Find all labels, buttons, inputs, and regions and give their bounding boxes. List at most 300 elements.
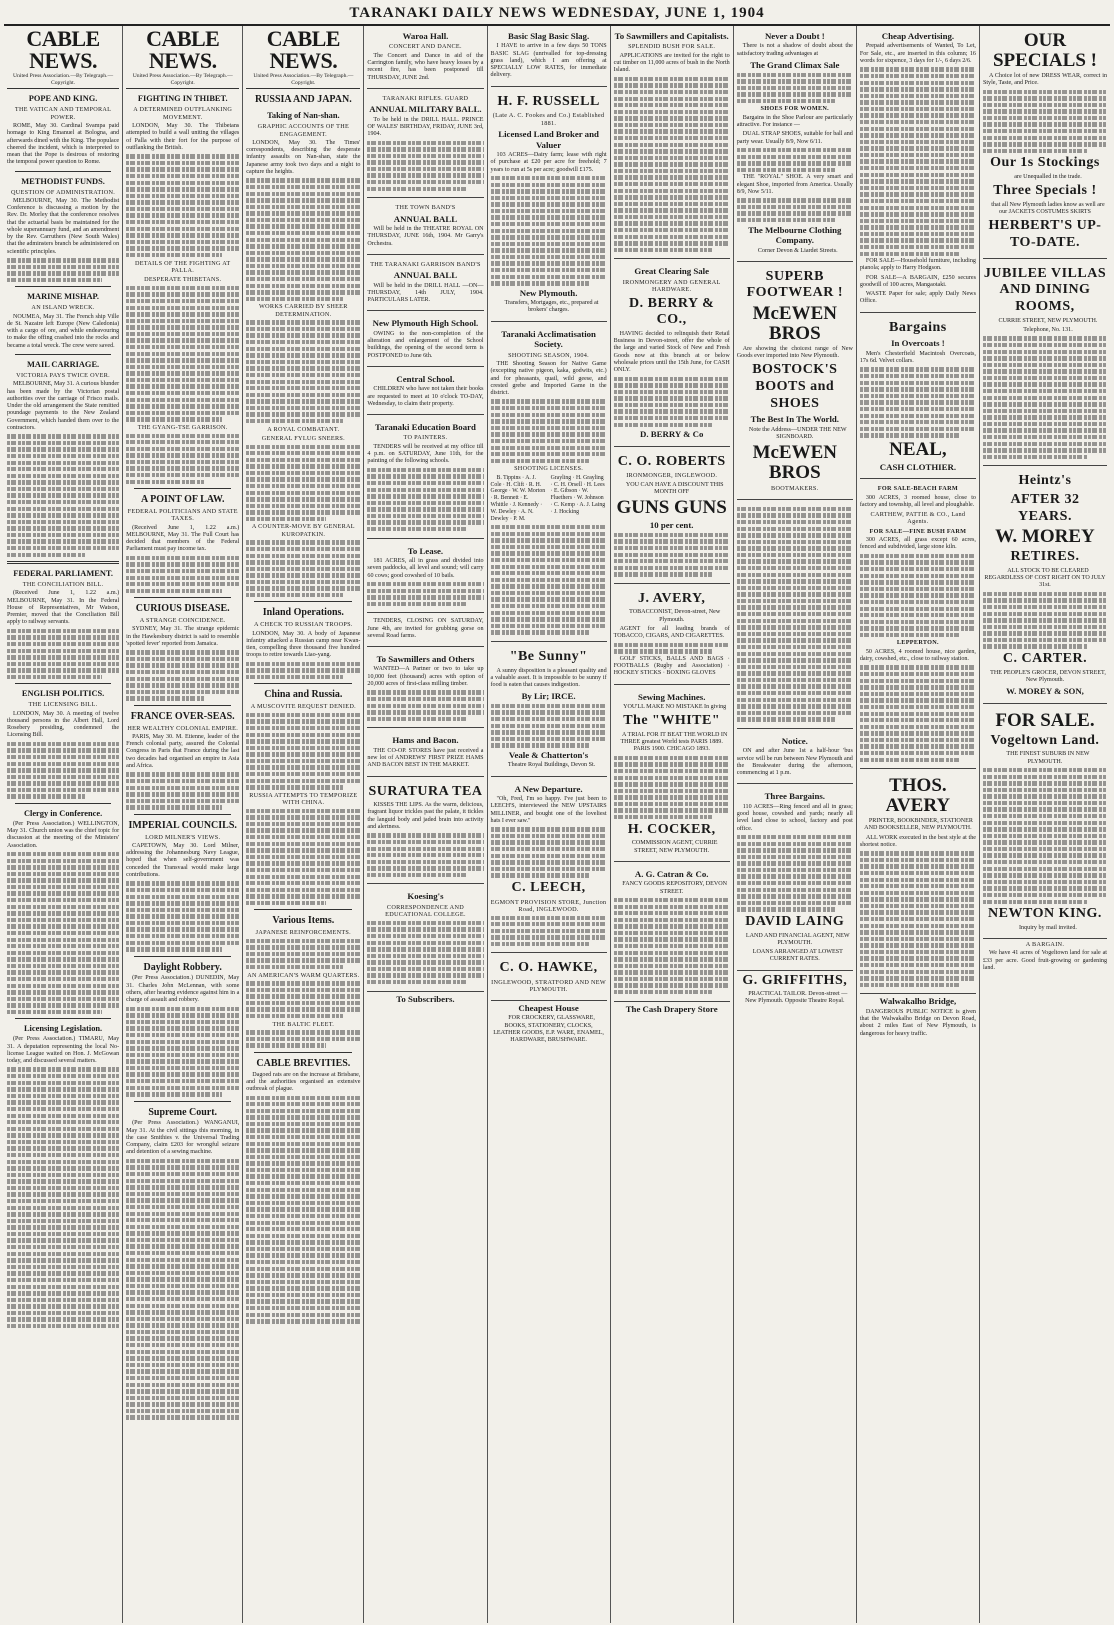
ad-text: that all New Plymouth ladies know as well are our JACKETS COSTUMES SKIRTS [991,201,1105,216]
subheading: VICTORIA PAYS TWICE OVER. [16,371,110,379]
ad-text: Will be held in the THEATRE ROYAL ON THURSDAY, JUNE 16th, 1904. Mr Garry's Orchestra. [367,226,484,247]
text-filler [126,1159,239,1420]
divider [15,1018,111,1019]
subheading: THE BALTIC FLEET. [272,1020,335,1028]
ad-title: Three Specials ! [993,183,1097,199]
heading: ENGLISH POLITICS. [21,689,105,699]
divider [254,683,352,684]
article-text: (Received June 1, 1.22 a.m.) MELBOURNE, May 31. The Full Court has decided that members of the Federal Parliament must pay income tax. [126,524,240,553]
ad-title: "Be Sunny" [509,648,588,664]
divider [15,354,111,355]
ad-overcoats [860,315,976,480]
article-text: LONDON, May 30. The Thibetans attempted to build a wall uniting the villages of Palla with their fort for the purpose of outflanking the British. [126,123,240,151]
column-title: CABLE NEWS. [146,26,220,73]
subheading: THE GYANG-TSE GARRISON. [137,423,228,431]
text-filler [126,286,239,422]
ad-title: AFTER 32 YEARS. [1010,492,1080,524]
text-filler [860,367,976,437]
ad-text: FOR SALE—Household furniture, including pianola; apply to Harry Hodgson. [859,258,976,272]
ad-text: FANCY GOODS REPOSITORY, DEVON STREET. [622,881,728,895]
heading: MARINE MISHAP. [27,292,99,302]
ad-subtitle: EGMONT PROVISION STORE, Junction Road, INGLEWOOD. [490,898,607,913]
text-filler [367,833,483,877]
column-9 [980,26,1110,1623]
text-filler [491,176,607,286]
columns [4,26,1110,1623]
ad-text: To be held in the DRILL HALL. PRINCE OF WALES' BIRTHDAY, FRIDAY, JUNE 3rd, 1904. [367,116,484,138]
ad-subtitle: CONCERT AND DANCE. [389,43,462,51]
text-filler [126,434,239,484]
ad-subtitle: TO PAINTERS. [403,434,448,442]
heading: Supreme Court. [148,1106,218,1118]
ad-text: THE FINEST SUBURB IN NEW PLYMOUTH. [1006,751,1090,765]
ad-text: Inquiry by mail invited. [1019,924,1077,931]
divider [134,814,231,815]
column-7 [734,26,857,1623]
ad-text: Theatre Royal Buildings, Devon St. [507,762,596,769]
ad-text: Are showing the choicest range of New Goods ever imported into New Plymouth. [736,345,853,360]
ad-title: To Subscribers. [396,993,455,1004]
column-1 [4,26,123,1623]
text-filler [983,768,1107,904]
ad-title: The Grand Climax Sale [750,59,840,70]
heading: China and Russia. [264,689,343,701]
text-filler [860,67,976,256]
ad-subtitle: SHOOTING SEASON, 1904. [508,351,589,359]
ad-subtitle: (Late A. C. Fookes and Co.) Established 1881. [492,112,605,127]
subheading: THE LICENSING BILL. [28,701,98,709]
article-text: LONDON, May 30. A meeting of twelve thousand persons in the Albert Hall, Lord Rosebery presiding, condemned the Licensing Bill. [7,710,120,739]
heading: Taking of Nan-shan. [267,111,340,121]
ad-title: Veale & Chatterton's [508,749,589,760]
ad-education-board [367,417,483,539]
heading: CURIOUS DISEASE. [135,603,230,615]
text-filler [491,827,607,877]
heading: FRANCE OVER-SEAS. [130,710,235,722]
article-text: LONDON, May 30. A body of Japanese infantry attacked a Russian camp near Kwan-tien, compelling three thousand five hundred troops to retire towards Liao-yang. [246,630,361,659]
ad-acclimatisation [491,324,607,642]
ad-title: Hams and Bacon. [392,735,459,746]
ad-text: Prepaid advertisements of Wanted, To Let, For Sale, etc., are inserted in this column; 16 words for sixpence, 3 days for 1/-, 6 days 2/6. [859,43,976,64]
ad-basic-slag [491,26,607,87]
text-filler [246,1030,360,1048]
ad-subtitle: FOR SALE-BEACH FARM [877,485,958,493]
text-filler [246,939,360,970]
ad-to-lease [367,541,483,614]
ad-title: H. COCKER, [627,821,716,837]
heading: MAIL CARRIAGE. [27,359,100,369]
ad-subtitle: A BARGAIN. [1025,941,1065,948]
ad-text: THE Shooting Season for Native Game (excepting native pigeon, kaka, godwits, etc.) and for pheasants, quail, wild geese, and crested grebe and Imported Game in the district. [490,361,607,397]
ad-title: By Lir; IRCE. [521,691,576,702]
heading: RUSSIA AND JAPAN. [254,94,352,106]
ad-title: D. BERRY & Co [639,429,704,440]
divider [15,803,111,804]
ad-title: W. MOREY [995,526,1095,548]
divider [134,597,231,598]
ad-text: Telephone, No. 131. [1023,326,1073,333]
heading: Licensing Legislation. [23,1024,103,1034]
subheading: GENERAL FYLUG SNEERS. [261,434,345,442]
ad-sawmillers [367,649,483,728]
article-text: ROME, May 30. Cardinal Svampa paid homage to King Emanuel at Bologna, and afterwards dined with the King. The populace cheered the incident, which is interpreted to mean that the Pope is desirous of restoring the temporal power question to Rome. [7,123,120,166]
ad-title: Heintz's [1018,473,1072,489]
text-filler [983,592,1107,649]
article-text: (Per Press Association.) WELLINGTON, May 31. Church union was the chief topic for discussion at the meeting of the Ministers' Association. [7,820,120,849]
ad-title: J. AVERY, [637,590,706,606]
ad-title: The Cash Drapery Store [625,1003,718,1014]
ad-military-ball [367,91,483,198]
ad-subtitle: IRONMONGER, INGLEWOOD. [626,472,718,480]
divider [134,956,231,957]
text-filler [491,399,607,463]
ad-title: GUNS GUNS [616,497,727,519]
divider [134,705,231,706]
ad-title: Vogeltown Land. [990,732,1100,748]
ad-text: The Concert and Dance in aid of the Carrington family, who have heavy losses by a recent fire, has been postponed till THURSDAY, JUNE 2nd. [367,52,484,81]
column-2 [123,26,243,1623]
ad-text: 110 ACRES—Ring fenced and all in grass; good house, cowshed and yards; nearly all level land close to school, factory and post office. [736,803,853,832]
ad-title: C. O. HAWKE, [499,960,598,976]
ad-new-departure [491,779,607,954]
article-text: LONDON, May 30. The Times' correspondents, describing the desperate infantry assaults on Nan-shan, state the Japanese army took two days and a night to capture the heights. [246,139,361,175]
text-filler [246,662,360,680]
ad-text: COMMISSION AGENT, CURRIE STREET, NEW PLYMOUTH. [631,840,718,854]
ad-text: TOBACCONIST, Devon-street, New Plymouth. [629,609,721,623]
ad-hams-bacon [367,730,483,776]
ad-text: There is not a shadow of doubt about the satisfactory trading advantages at [736,43,853,57]
ad-text: We have 41 acres of Vogeltown land for sale at £33 per acre. Good fruit-growing or gardening land. [982,950,1107,971]
ad-subtitle: IRONMONGERY AND GENERAL HARDWARE. [622,278,721,294]
text-filler [737,507,853,722]
ad-text: CURRIE STREET, NEW PLYMOUTH. [998,317,1098,324]
text-filler [246,320,360,423]
ad-title: DAVID LAING [745,913,845,929]
text-filler [7,742,119,799]
text-filler [491,704,607,748]
text-filler [126,881,239,951]
ad-text: LAND AND FINANCIAL AGENT, NEW PLYMOUTH. [745,932,850,946]
masthead: TARANAKI DAILY NEWS WEDNESDAY, JUNE 1, 1904 [4,2,1110,26]
text-filler [614,533,730,577]
article-text: MELBOURNE, May 30. The Methodist Conference is discussing a motion by the Rev. Dr. Morley that the conference resolves that the actuarial basis be maintained for the whole superannuary fund, and an amendment by the Rev. Carruthers (New South Wales) that the adminsters branch be administered on scientific principles. [7,197,120,255]
text-filler [7,434,119,557]
ad-waroa-hall [367,26,483,89]
ad-text: YOU CAN HAVE A DISCOUNT THIS MONTH OFF [625,481,724,495]
ad-suratura-tea [367,779,483,885]
ad-subtitle: FOR SALE—FINE BUSH FARM [869,527,967,535]
article-text: (Per Press Association.) WANGANUI, May 31. At the civil sittings this morning, in the case Smithies v. the Universal Trading Company, claim £203 for wrongful seizure and detention of a sewing machine. [126,1120,240,1156]
divider [15,683,111,684]
ad-text: GOLF STICKS, BALLS AND BAGS · FOOTBALLS (Rugby and Association) · HOCKEY STICKS · BOXING GLOVES [613,655,730,677]
ad-title: To Sawmillers and Capitalists. [614,31,729,41]
ad-farms [737,502,853,729]
text-filler [614,756,730,820]
ad-title: Taranaki Acclimatisation Society. [501,328,596,350]
license-list: B. Tippins · A. J. Cole · H. Clift · R. H. George · W. W. Morton · R. Bennett · E. Whittle · J. Kennedy · W. Dewley · A. N. Dewley · P. M. Grayling · H. Grayling · C. H. Orsell · H. Lees · E. Gibson · W. Fluethers · W. Johnson · C. Kemp · A. J. Laing · J. Hocking [490,474,606,522]
ad-text: 181 ACRES, all in grass and divided into seven paddocks, all level and sound; will carry 60 cows; good cowshed of 10 bails. [367,558,484,579]
text-filler [367,141,483,191]
ad-hf-russell [491,89,607,322]
article-text: MELBOURNE, May 31. A curious blunder has been made by the Victorian postal authorities over the carriage of Frisco mails. Under the old arrangement the State remitted poundage payments to the New Zealand Government, which handed them over to the contractors. [7,381,120,431]
ad-title: JUBILEE VILLAS AND DINING ROOMS, [983,265,1107,315]
credit-line: United Press Association.—By Telegraph.—Copyright. [126,73,239,89]
ad-subtitle: LEPPERTON. [896,639,939,647]
text-filler [246,809,360,905]
ad-subtitle: SHOES FOR WOMEN. [760,105,830,113]
text-filler [7,852,119,1014]
subheading: A DETERMINED OUTFLANKING MOVEMENT. [133,106,233,121]
article-text: Dagoed rats are on the increase at Brisbane, and the authorities organised an extensive outbreak of plague. [246,1071,361,1093]
text-filler [737,73,853,104]
ad-title: C. LEECH, [511,879,586,895]
text-filler [246,540,360,597]
ad-text: Transfers, Mortgages, etc., prepared at brokers' charges. [504,300,599,314]
ad-title: Basic Slag Basic Slag. [508,31,590,41]
ad-text: PRACTICAL TAILOR. Devon-street — New Plymouth. Opposite Theatre Royal. [745,991,848,1005]
article-text: NOUMEA, May 31. The French ship Ville de St. Nazaire left Europe (New Caledonia) with a cargo of ore, and while endeavouring to make the offing crashed into the rocks and became a total wreck. The crew were saved. [7,313,120,349]
text-filler [367,468,483,532]
ad-title: Our 1s Stockings [990,155,1100,171]
text-filler [126,154,239,257]
subheading: DESPERATE THIBETANS. [144,276,222,284]
ad-title: ANNUAL BALL [393,213,458,224]
divider [134,488,231,489]
ad-mcewen-bros [737,264,853,500]
ad-subtitle: SHOOTING LICENSES. [514,465,584,473]
column-3 [243,26,364,1623]
article-text: (Received June 1, 1.22 a.m.) MELBOURNE, May 31. In the Federal House of Representatives, Mr Watson, Premier, moved that the Conciliation Bill apply to railway servants. [7,590,120,626]
ad-title: Great Clearing Sale [634,266,709,277]
ad-text: FOR SALE—A BARGAIN, £250 secures goodwill of 100 acres, Mangaotaki. [859,274,976,288]
ad-text: Will be held in the DRILL HALL —ON— THURSDAY, 14th JULY, 1904. PARTICULARS LATER. [367,282,484,304]
ad-title: To Lease. [407,545,444,556]
ad-never-a-doubt [737,26,853,262]
ad-text: FOR CROCKERY, GLASSWARE, BOOKS, STATIONERY, CLOCKS, LEATHER GOODS, E.P. WARE, ENAMEL, HARDWARE, BRUSHWARE. [493,1015,604,1044]
ad-title: New Plymouth High School. [372,318,479,329]
ad-carthew-farms [860,481,976,769]
ad-text: 103 ACRES—Dairy farm; lease with right of purchase at £20 per acre for freehold; 7 years to run at 5s per acre; goodwill £175. [490,152,607,173]
text-filler [983,336,1107,459]
ad-title: FOR SALE. [995,709,1095,731]
subheading: LORD MILNER'S VIEWS. [145,833,221,841]
ad-text: TENDERS will be received at my office till 4 p.m. on SATURDAY, June 11th, for the painting of the following schools. [367,443,484,465]
ad-thos-avery [860,771,976,994]
subheading: JAPANESE REINFORCEMENTS. [255,929,352,937]
ad-jubilee-villas [983,261,1107,467]
ad-title: New Plymouth. [519,287,578,298]
text-filler [246,1096,360,1324]
ad-subtitle: THE TARANAKI GARRISON BAND'S [370,260,481,268]
text-filler [983,90,1107,154]
ad-title: C. O. ROBERTS [617,453,726,469]
heading: METHODIST FUNDS. [21,176,105,186]
text-filler [246,981,360,1018]
column-8 [857,26,980,1623]
heading: FIGHTING IN THIBET. [137,94,228,104]
ad-title: ANNUAL MILITARY BALL. [369,104,482,115]
text-filler [614,643,730,654]
divider [254,909,352,910]
ad-text: YOU'LL MAKE NO MISTAKE In giving [623,704,727,711]
ad-text: 300 ACRES, all grass except 60 acres, fenced and subdivided, large stone kiln. [859,537,976,551]
ad-title: Three Bargains. [764,791,826,802]
ad-text: OWING to the non-completion of the alteration and enlargement of the School buildings, the opening of the second term is POSTPONED to June 6th. [367,330,484,359]
text-filler [367,582,483,606]
ad-be-sunny [491,644,607,777]
ad-cheap-advertising [860,26,976,313]
ad-text: TENDERS, CLOSING ON SATURDAY, June 4th, are invited for grubbing gorse on several Road farms. [367,618,484,639]
ad-text: WASTE Paper for sale; apply Daily News Office. [859,291,976,305]
subheading: GRAPHIC ACCOUNTS OF THE ENGAGEMENT. [257,123,350,138]
credit-line: United Press Association.—By Telegraph.—Copyright. [246,73,360,89]
text-filler [246,445,360,522]
ad-title: Taranaki Education Board [375,422,476,433]
ad-title: NEAL, [889,438,947,460]
ad-subtitle: CARTHEW, PATTIE & CO., Land Agents. [870,511,966,526]
ad-sawmillers-capitalists [614,26,730,259]
text-filler [614,77,730,252]
ad-text: LOANS ARRANGED AT LOWEST CURRENT RATES. [752,949,843,963]
ad-subtitle: TARANAKI RIFLES. GUARD [382,94,469,102]
heading: IMPERIAL COUNCILS. [128,819,237,831]
column-title: CABLE NEWS. [26,26,100,73]
subheading: A CHECK TO RUSSIAN TROOPS. [253,621,353,629]
heading: Daylight Robbery. [143,961,222,973]
ad-co-hawke [491,955,607,1000]
article-text: CAPETOWN, May 30. Lord Milner, addressing the Johannesburg Navy League, hoped that when self-government was conceded the Transvaal would make large contributions. [126,842,240,878]
text-filler [126,650,239,700]
ad-text: WANTED—A Partner or two to take up 10,000 feet (thousand) acres with option of 20,000 acres of first-class milling timber. [367,666,484,687]
text-filler [860,851,976,987]
ad-title: CASH CLOTHIER. [879,461,957,472]
subheading: THE VATICAN AND TEMPORAL POWER. [14,106,112,121]
heading: Clergy in Conference. [23,808,103,818]
ad-text: HAVING decided to relinquish their Retail Business in Devon-street, offer the whole of the large and varied Stock of New and Fresh Goods now at this branch at or below wholesale prices until the 15th June, for CASH ONLY. [613,330,730,374]
ad-clearing-sale [614,261,730,446]
text-filler [860,554,976,637]
ad-title: THOS. AVERY [885,775,951,817]
ad-title: SURATURA TEA [368,783,483,799]
ad-text: Men's Chesterfield Macintosh Overcoats, 17s 6d. Velvet collars. [859,350,976,365]
ad-text: Note the Address—UNDER THE NEW SIGNBOARD. [748,426,847,441]
ad-subtitle: THE TOWN BAND'S [395,204,456,212]
heading: CABLE BREVITIES. [256,1057,351,1069]
ad-koesings [367,886,483,991]
ad-central-school [367,369,483,415]
ad-vogeltown [983,706,1107,939]
article-text: (Per Press Association.) TIMARU, May 31. A deputation representing the local No-license League waited on Hon. J. McGowan today, and discussed several matters. [7,1036,120,1065]
ad-text: A Choice lot of new DRESS WEAR, correct in Style, Taste, and Price. [982,72,1107,87]
article-text: SYDNEY, May 31. The strange epidemic in the Hawkesbury district is said to resemble 'spotted fever' reported from Jamaica. [126,626,240,647]
ad-title: Notice. [781,735,808,746]
ad-title: Licensed Land Broker and Valuer [498,129,599,150]
ad-subtitle: BOOTMAKERS. [771,485,819,493]
ad-text: are Unequalled in the trade. [1014,174,1082,180]
ad-title: HERBERT'S UP-TO-DATE. [988,218,1102,251]
ad-our-specials [983,26,1107,259]
text-filler [367,690,483,721]
column-4 [364,26,487,1623]
ad-text: ALL WORK executed in the best style at the shortest notice. [859,834,976,848]
text-filler [614,898,730,994]
ad-text: THE "ROYAL" SHOE. A very smart and elegant Shoe, imported from America. Usually 8/9, Now 5/11. [736,174,853,195]
text-filler [7,1067,119,1328]
divider [7,561,119,564]
text-filler [7,258,119,282]
ad-j-avery [614,586,730,685]
ad-title: Central School. [396,373,455,384]
subheading: A MUSCOVITE REQUEST DENIED. [250,703,356,711]
text-filler [737,198,853,222]
divider [254,1052,352,1053]
ad-sewing-machines [614,687,730,862]
ad-title: Sewing Machines. [637,691,706,702]
heading: POPE AND KING. [28,94,98,104]
subheading: HER WEALTHY COLONIAL EMPIRE. [127,724,239,732]
ad-text: THE CO-OP. STORES have just received a new lot of ANDREWS' FIRST PRIZE HAMS AND BACON BEST IN THE MARKET. [367,747,484,769]
article-text: PARIS, May 30. M. Etienne, leader of the French colonial party, assured the Colonial Congress in Paris that France during the last two decades had organised an empire in Asia and Africa. [126,733,240,769]
subheading: AN ISLAND WRECK. [31,304,95,312]
subheading: A ROYAL COMBATANT. [267,425,340,433]
ad-text: AGENT for all leading brands of TOBACCO, CIGARS, AND CIGARETTES. [613,625,730,640]
ad-title: In Overcoats ! [891,338,945,349]
ad-title: Never a Doubt ! [764,31,825,41]
subheading: A STRANGE COINCIDENCE. [139,616,226,624]
ad-subtitle: SPLENDID BUSH FOR SALE. [628,43,716,51]
ad-title: G. GRIFFITHS, [742,972,848,988]
ad-text: 300 ACRES, 3 roomed house, close to factory and township, all level and ploughable. [859,494,976,508]
ad-title: W. MOREY & SON, [1006,686,1084,697]
ad-text: A sunny disposition is a pleasant quality and a valuable asset. It is impossible to be sunny if food is eaten that causes indigestion. [490,667,607,689]
ad-text: I HAVE to arrive in a few days 50 TONS BASIC SLAG (unrivalled for top-dressing grass land), which I am offering at SPECIALLY LOW RATES, for immediate delivery. [490,43,607,79]
ad-title: SUPERB FOOTWEAR ! [746,268,843,301]
text-filler [126,1007,239,1097]
ad-title: RETIRES. [1010,549,1080,565]
ad-title: Walwakalho Bridge, [879,996,957,1007]
article-text: (Per Press Association.) DUNEDIN, May 31. Charles John McLennan, with some others, after hearing evidence against him in a charge of assault and robbery. [126,975,240,1004]
text-filler [737,148,853,172]
ad-title: The Best In The World. [750,414,839,425]
column-title: CABLE NEWS. [266,26,340,73]
divider [15,171,111,172]
ad-text: APPLICATIONS are invited for the right to cut timber on 11,000 acres of bush in the North Island. [613,52,730,74]
divider [134,1101,231,1102]
ad-garrison-band-ball [367,257,483,312]
text-filler [737,835,853,912]
subheading: QUESTION OF ADMINISTRATION. [10,188,116,196]
text-filler [491,525,607,635]
ad-title: Waroa Hall. [402,31,449,41]
ad-title: Cheapest House [518,1002,579,1013]
column-6 [611,26,734,1623]
heading: Inland Operations. [262,607,344,619]
text-filler [860,665,976,761]
ad-text: DANGEROUS PUBLIC NOTICE is given that the Walwakalho Bridge on Devon Road, about 2 miles East of New Plymouth, is dangerous for heavy traffic. [859,1008,976,1037]
ad-title: ANNUAL BALL [393,270,458,281]
ad-text: 50 ACRES, 4 roomed house, nice garden, dairy, cowshed, etc., close to railway station. [859,648,976,663]
heading: A POINT OF LAW. [140,493,225,505]
ad-title: Koesing's [407,891,444,902]
subheading: AN AMERICAN'S WARM QUARTERS. [247,971,360,979]
ad-text: ON and after June 1st a half-hour 'bus service will be run between New Plymouth and the Breakwater during the afternoon, commencing at 1 p.m. [736,748,853,777]
ad-title: C. CARTER. [1002,651,1088,667]
subheading: THE CONCILIATION BILL. [22,580,104,588]
subheading: DETAILS OF THE FIGHTING AT PALLA. [134,259,231,274]
ad-title: A New Departure. [514,783,583,794]
ad-subtitle: CORRESPONDENCE AND EDUCATIONAL COLLEGE. [385,903,466,919]
subheading: RUSSIA ATTEMPTS TO TEMPORIZE WITH CHINA. [249,791,358,807]
